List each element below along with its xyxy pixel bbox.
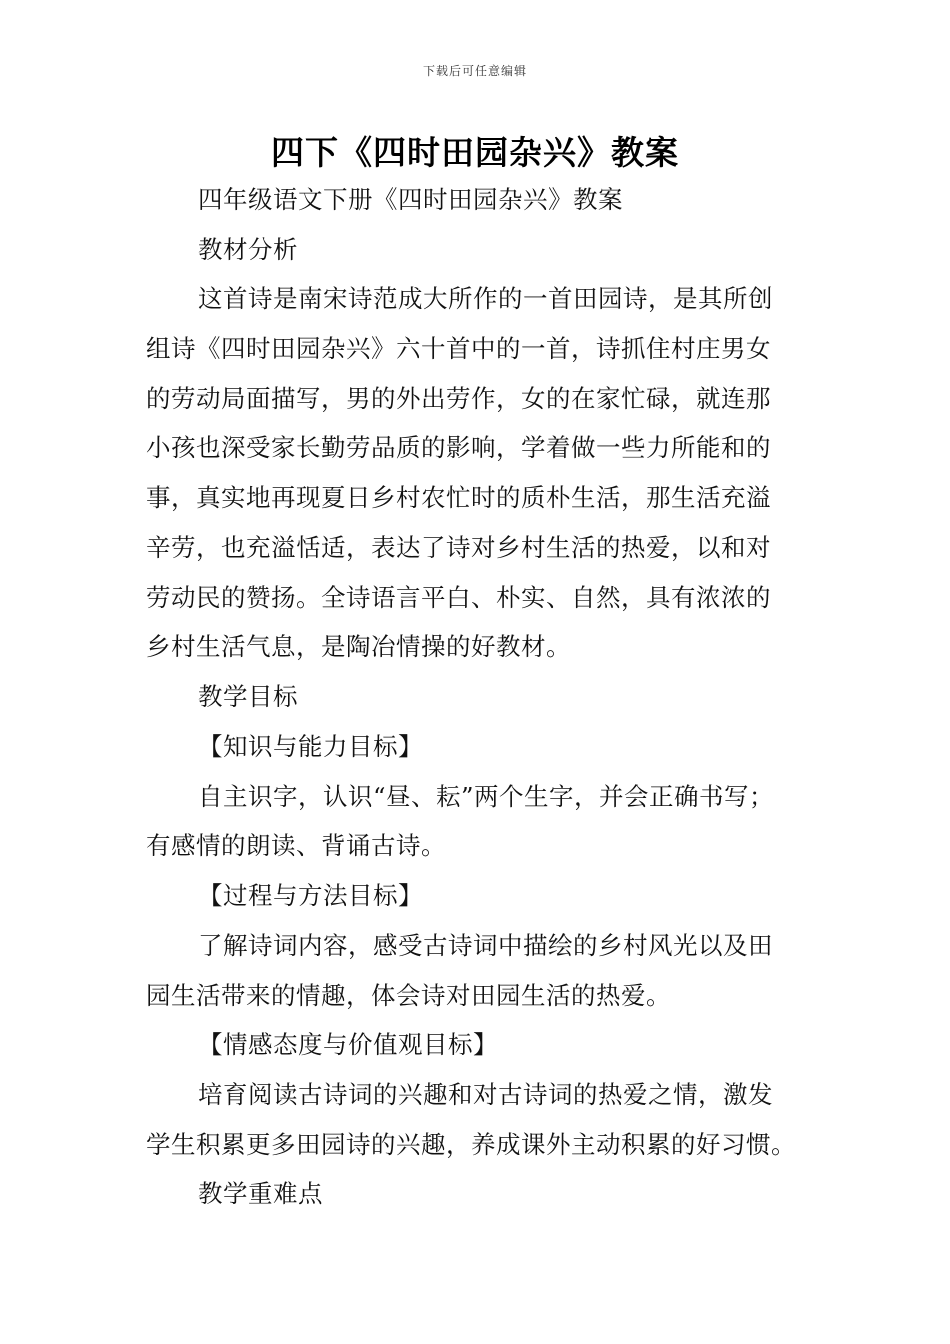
subheading-process-method: 【过程与方法目标】 [198,881,423,910]
paragraph-line: 了解诗词内容，感受古诗词中描绘的乡村风光以及田 [198,931,773,960]
paragraph-line: 辛劳，也充溢恬适，表达了诗对乡村生活的热爱，以和对 [146,533,771,562]
paragraph-line: 有感情的朗读、背诵古诗。 [146,831,446,860]
paragraph-line: 乡村生活气息，是陶冶情操的好教材。 [146,632,571,661]
paragraph-line: 培育阅读古诗词的兴趣和对古诗词的热爱之情，激发 [198,1080,773,1109]
paragraph-line: 园生活带来的情趣，体会诗对田园生活的热爱。 [146,981,671,1010]
paragraph-line: 劳动民的赞扬。全诗语言平白、朴实、自然，具有浓浓的 [146,583,771,612]
subheading-knowledge-ability: 【知识与能力目标】 [198,732,423,761]
document-title: 四下《四时田园杂兴》教案 [271,133,679,172]
paragraph-line: 组诗《四时田园杂兴》六十首中的一首，诗抓住村庄男女 [146,334,771,363]
paragraph-line: 这首诗是南宋诗范成大所作的一首田园诗，是其所创 [198,284,773,313]
subheading-emotion-values: 【情感态度与价值观目标】 [198,1030,498,1059]
header-note: 下载后可任意编辑 [422,64,527,78]
section-heading-material-analysis: 教材分析 [198,235,298,264]
paragraph-line: 的劳动局面描写，男的外出劳作，女的在家忙碌，就连那 [146,384,771,413]
paragraph-line: 学生积累更多田园诗的兴趣，养成课外主动积累的好习惯。 [146,1130,796,1159]
subtitle-line: 四年级语文下册《四时田园杂兴》教案 [198,185,623,214]
paragraph-line: 事，真实地再现夏日乡村农忙时的质朴生活，那生活充溢 [146,483,771,512]
paragraph-line: 小孩也深受家长勤劳品质的影响，学着做一些力所能和的 [146,433,771,462]
section-heading-teaching-goals: 教学目标 [198,682,298,711]
section-heading-key-points: 教学重难点 [198,1179,323,1208]
paragraph-line: 自主识字，认识“昼、耘”两个生字，并会正确书写； [198,782,775,811]
